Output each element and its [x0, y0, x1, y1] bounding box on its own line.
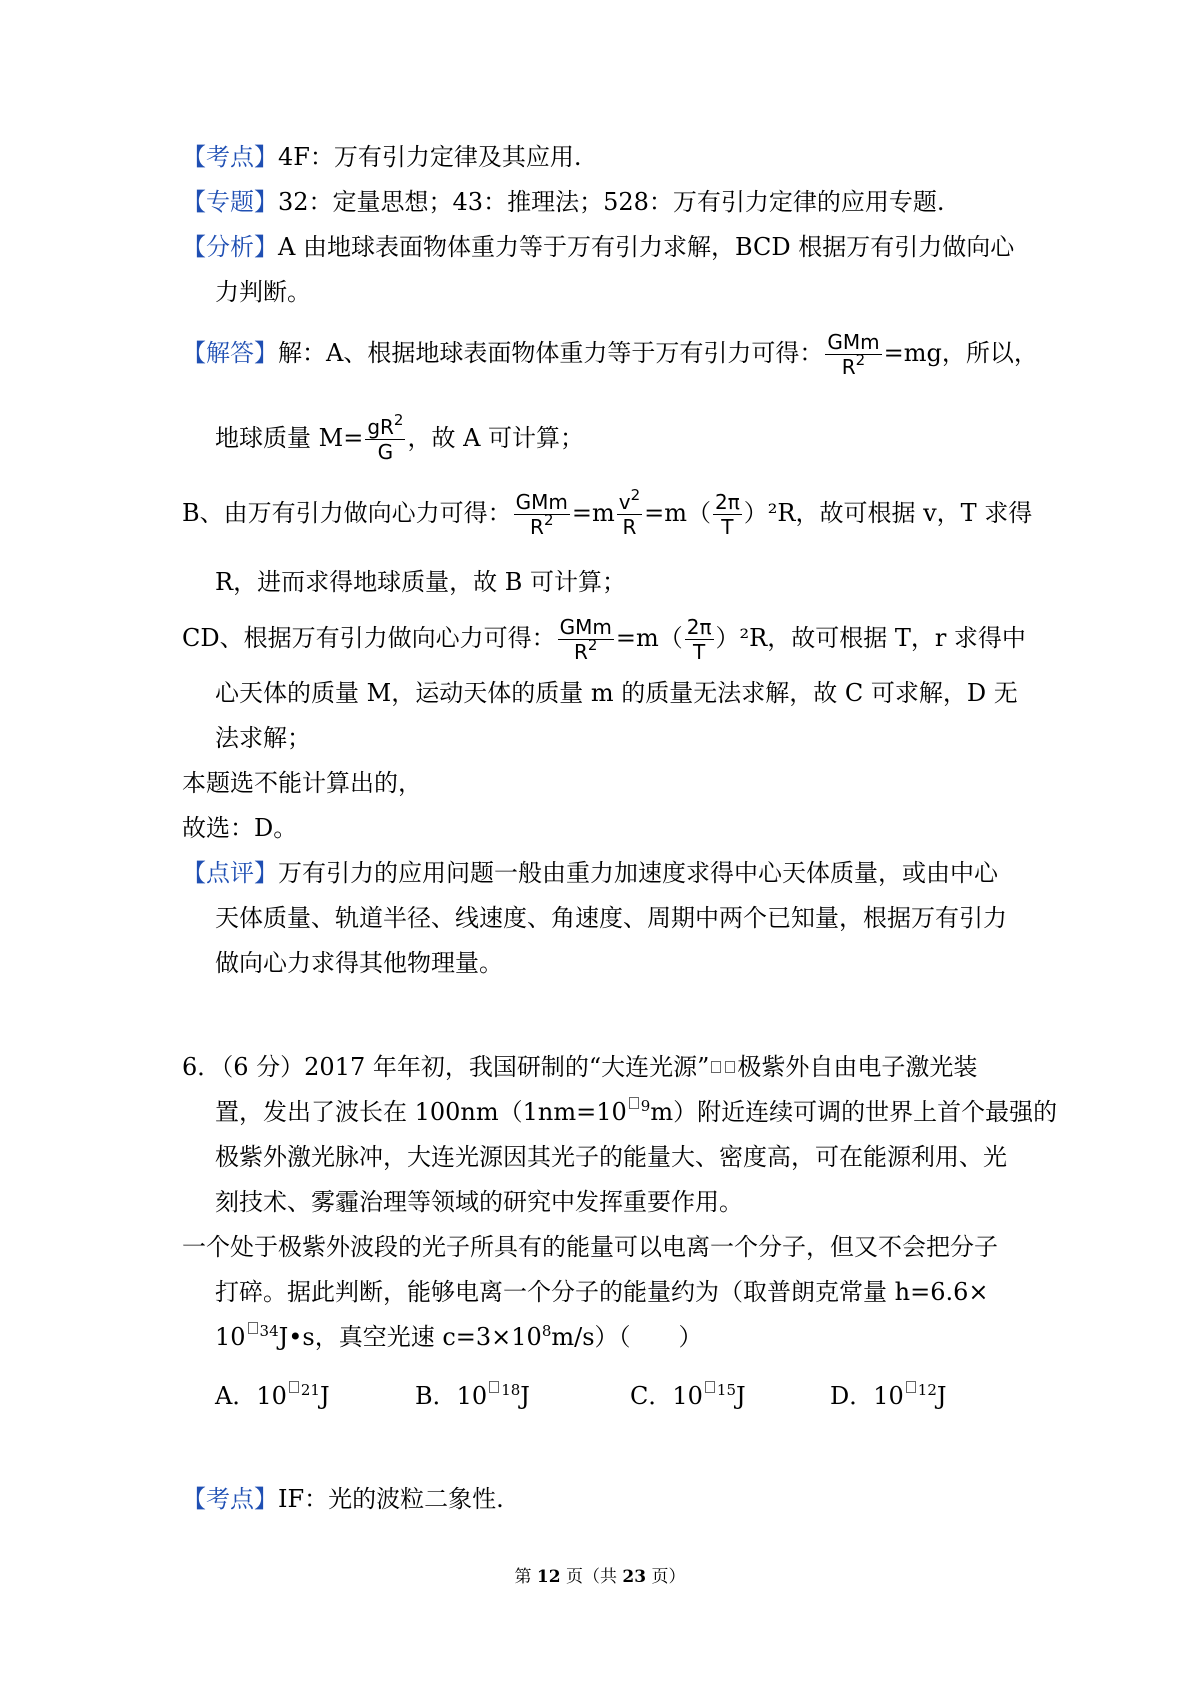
jieda-a-post: =mg，所以，: [883, 339, 1038, 367]
jieda-cd: CD、根据万有引力做向心力可得： $\frac{\text{GMm}}{R^2}$ =m（ $\frac{2\pi}{T}$ ）²R，故可根据 T，r 求得中: [182, 615, 1026, 664]
fenxi-tag: 【分析】: [182, 233, 278, 261]
total-pages: 23: [622, 1567, 647, 1587]
formula-gmm-over-r2-cd: $\frac{\text{GMm}}{R^2}$: [559, 615, 612, 664]
dianping-line3: 做向心力求得其他物理量。: [215, 949, 503, 977]
dianping-tag: 【点评】: [182, 859, 278, 887]
q5-kaodian: [182, 141, 582, 173]
dianping-line2: 天体质量、轨道半径、线速度、角速度、周期中两个已知量，根据万有引力: [215, 904, 1007, 932]
formula-2pi-over-t-cd: $\frac{2\pi}{T}$: [686, 615, 712, 664]
missing-glyph-box: [289, 1381, 299, 1393]
q6-kaodian-tag: 【考点】: [182, 1485, 278, 1513]
kaodian-text: 4F：万有引力定律及其应用.: [278, 143, 582, 171]
formula-gr2-over-g: $\frac{gR^2}{G}$: [367, 411, 404, 464]
missing-glyph-box: [906, 1381, 916, 1393]
formula-gmm-over-r2-b: $\frac{\text{GMm}}{R^2}$: [515, 490, 568, 539]
option-b: B．10 $^{18}$J: [415, 1381, 530, 1410]
fenxi-line2: 力判断。: [215, 278, 311, 306]
option-c: C．10 $^{15}$J: [630, 1381, 746, 1410]
missing-glyph-box: [629, 1097, 639, 1109]
jieda-cd3: 法求解；: [215, 724, 311, 752]
missing-glyph-box: [248, 1322, 258, 1334]
q6-line3: 极紫外激光脉冲，大连光源因其光子的能量大、密度高，可在能源利用、光: [215, 1143, 1007, 1171]
jieda-a-pre: 解：A、根据地球表面物体重力等于万有引力可得：: [278, 339, 824, 367]
q5-jieda-a: [182, 330, 1038, 379]
page-footer: 第 12 页（共 23 页）: [514, 1567, 686, 1587]
q5-fenxi: [182, 231, 1014, 263]
q6-line2: 置，发出了波长在 100nm（1nm=10 $^9$m）附近连续可调的世界上首个最强的: [215, 1097, 1058, 1126]
jieda-b: B、由万有引力做向心力可得： $\frac{\text{GMm}}{R^2}$ =m $\frac{v^2}{R}$ =m（ $\frac{2\pi}{T}$ ）²R，故可根据 v，T 求得: [182, 486, 1033, 539]
q6-line1: 6．（6 分）2017 年年初，我国研制的“大连光源” 极紫外自由电子激光装: [182, 1053, 978, 1081]
option-d: D．10 $^{12}$J: [830, 1381, 947, 1410]
option-a: A．10 $^{21}$J: [215, 1381, 330, 1410]
formula-gmm-over-r2: $\frac{\text{GMm}}{R^2}$: [827, 330, 880, 379]
missing-glyph-box: [725, 1061, 735, 1073]
missing-glyph-box: [711, 1061, 721, 1073]
formula-v2-over-r: $\frac{v^2}{R}$: [618, 486, 641, 539]
jieda-a2: 地球质量 M= $\frac{gR^2}{G}$ ，故 A 可计算；: [215, 411, 585, 464]
q6-kaodian: 【考点】IF：光的波粒二象性.: [182, 1485, 504, 1513]
kaodian-tag: 【考点】: [182, 143, 278, 171]
jieda-b2: R，进而求得地球质量，故 B 可计算；: [215, 568, 626, 596]
q5-dianping: 【点评】万有引力的应用问题一般由重力加速度求得中心天体质量，或由中心: [182, 859, 998, 887]
q6-line4: 刻技术、雾霾治理等领域的研究中发挥重要作用。: [215, 1188, 743, 1216]
q6-line5: 一个处于极紫外波段的光子所具有的能量可以电离一个分子，但又不会把分子: [182, 1233, 998, 1261]
q6-line7: 10 $^{34}$J•s，真空光速 $c=3\times 10^8m/s$）（ ）: [215, 1322, 703, 1351]
jieda-tag: 【解答】: [182, 339, 278, 367]
formula-2pi-over-t: $\frac{2\pi}{T}$: [715, 490, 740, 539]
page-number: 12: [536, 1567, 561, 1587]
jieda-choice: 故选：D。: [182, 814, 298, 842]
fenxi-line1: A 由地球表面物体重力等于万有引力求解，BCD 根据万有引力做向心: [278, 233, 1015, 261]
zhuanti-text: 32：定量思想；43：推理法；528：万有引力定律的应用专题.: [278, 188, 945, 216]
q5-zhuanti: [182, 186, 945, 218]
missing-glyph-box: [705, 1381, 715, 1393]
zhuanti-tag: 【专题】: [182, 188, 278, 216]
q6-line6: 打碎。据此判断，能够电离一个分子的能量约为（取普朗克常量 h=6.6×: [215, 1278, 989, 1306]
jieda-summary: 本题选不能计算出的，: [182, 769, 422, 797]
jieda-cd2: 心天体的质量 M，运动天体的质量 m 的质量无法求解，故 C 可求解，D 无: [215, 679, 1018, 707]
missing-glyph-box: [489, 1381, 499, 1393]
